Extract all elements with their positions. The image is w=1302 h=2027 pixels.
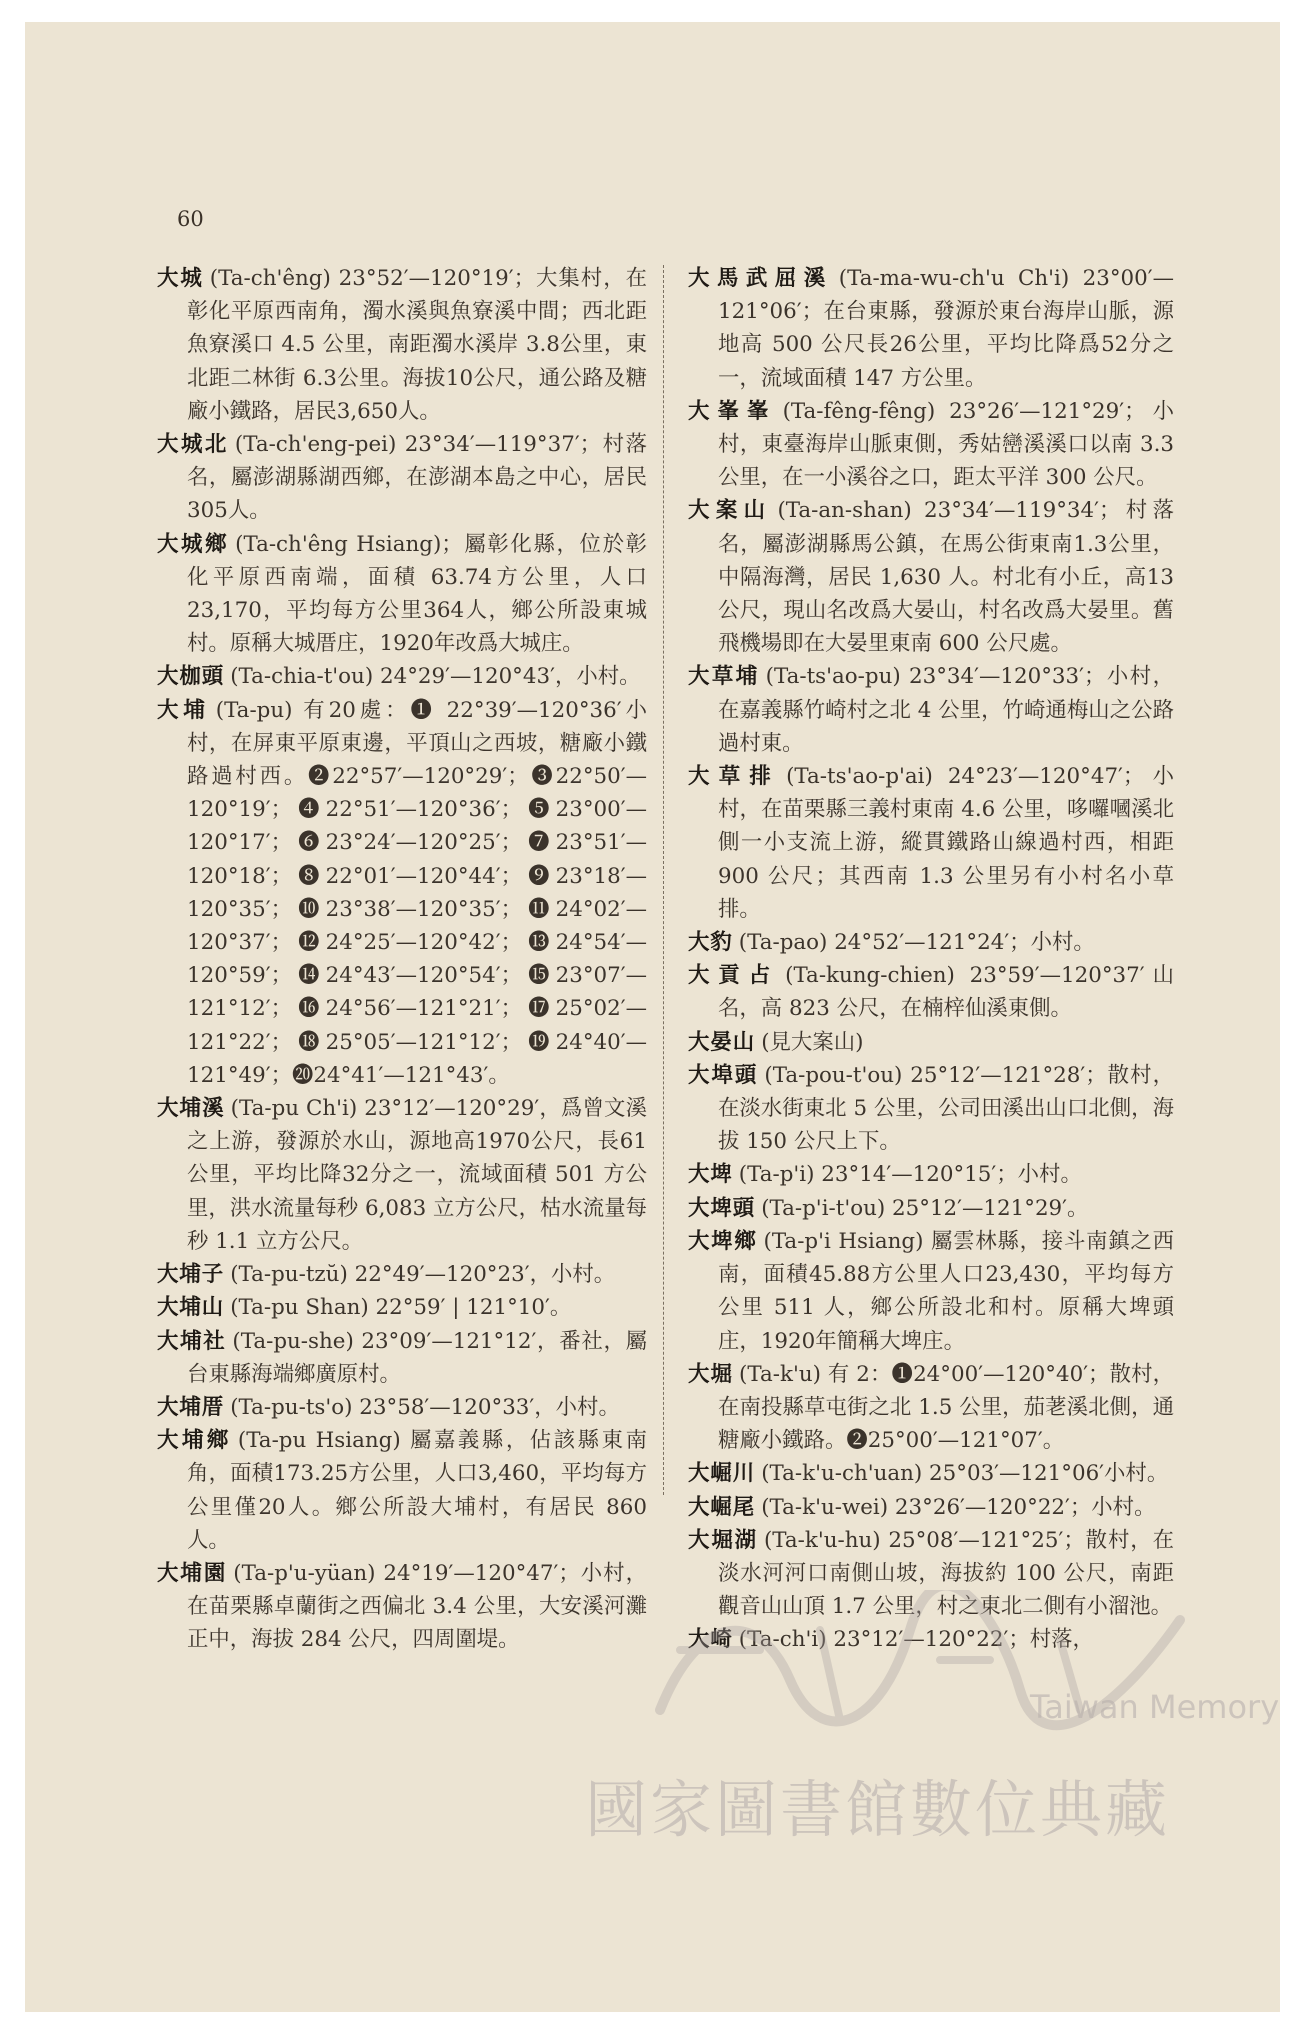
entry-headword: 大埤 [688, 1162, 733, 1188]
entry-text: (Ta-pao) 24°52′—121°24′；小村。 [738, 930, 1095, 956]
entry-headword: 大豹 [688, 930, 733, 956]
entry-text: (Ta-k'u-hu) 25°08′—121°25′；散村，在淡水河河口南側山坡，海拔約 100 公尺，南距觀音山山頂 1.7 公里，村之東北二側有小溜池。 [718, 1527, 1174, 1620]
entry-text: (Ta-ma-wu-ch'u Ch'i) 23°00′—121°06′；在台東縣，發源於東台海岸山脈，源地高 500 公尺長26公里，平均比降爲52分之一，流域面積 147 方公里。 [718, 266, 1174, 391]
gazetteer-entry [157, 694, 647, 1092]
gazetteer-entry [157, 1092, 647, 1258]
entry-headword: 大埤頭 [688, 1195, 756, 1221]
gazetteer-entry [688, 1358, 1174, 1458]
entry-text: (Ta-ch'êng) 23°52′—120°19′；大集村，在彰化平原西南角，濁水溪與魚寮溪中間；西北距魚寮溪口 4.5 公里，南距濁水溪岸 3.8公里，東北距二林街 6.3公里。海拔10公尺，通公路及糖廠小鐵路，居民3,650人。 [187, 266, 647, 424]
gazetteer-entry [157, 660, 647, 693]
entry-text: (Ta-an-shan) 23°34′—119°34′；村落名，屬澎湖縣馬公鎮，在馬公街東南1.3公里，中隔海灣，居民 1,630 人。村北有小丘，高13公尺，現山名改爲大晏山，村名改爲大晏里。舊飛機場即在大晏里東南 600 公尺處。 [718, 498, 1174, 657]
entry-text: (Ta-kung-chien) 23°59′—120°37′山名，高 823 公尺，在楠梓仙溪東側。 [718, 963, 1174, 1022]
gazetteer-entry [157, 1557, 647, 1657]
entry-text: (Ta-k'u) 有 2：❶24°00′—120°40′；散村，在南投縣草屯街之北 1.5 公里，茄荖溪北側，通糖廠小鐵路。❷25°00′—121°07′。 [718, 1361, 1174, 1454]
entry-text: (Ta-fêng-fêng) 23°26′—121°29′；小村，東臺海岸山脈東側，秀姑巒溪溪口以南 3.3 公里，在一小溪谷之口，距太平洋 300 公尺。 [718, 398, 1174, 491]
gazetteer-entry [688, 926, 1174, 959]
column-divider [663, 265, 665, 1495]
gazetteer-entry [688, 262, 1174, 395]
entry-headword: 大晏山 [688, 1029, 756, 1055]
left-column [157, 262, 647, 1657]
entry-text: (Ta-p'i) 23°14′—120°15′；小村。 [738, 1162, 1082, 1188]
gazetteer-entry [688, 1225, 1174, 1358]
gazetteer-entry [688, 1059, 1174, 1159]
entry-headword: 大崛川 [688, 1461, 756, 1487]
entry-text: (Ta-ch'i) 23°12′—120°22′；村落， [738, 1627, 1094, 1653]
entry-headword: 大草排 [688, 764, 781, 790]
entry-headword: 大埔鄉 [157, 1428, 232, 1454]
gazetteer-entry [157, 1291, 647, 1324]
entry-headword: 大貢占 [688, 963, 780, 989]
gazetteer-entry [688, 1158, 1174, 1191]
entry-headword: 大埔社 [157, 1328, 227, 1354]
entry-text: (Ta-ts'ao-p'ai) 24°23′—120°47′；小村，在苗栗縣三義村東南 4.6 公里，哆囉嘓溪北側一小支流上游，縱貫鐵路山線過村西，相距 900 公尺；其西南 1.3 公里另有小村名小草排。 [718, 764, 1174, 922]
entry-headword: 大埤鄉 [688, 1228, 758, 1254]
entry-text: (Ta-chia-t'ou) 24°29′—120°43′，小村。 [230, 664, 641, 690]
entry-text: (Ta-pu-ts'o) 23°58′—120°33′，小村。 [230, 1394, 620, 1420]
gazetteer-entry [157, 428, 647, 528]
entry-headword: 大城鄉 [157, 531, 230, 557]
entry-headword: 大埔山 [157, 1295, 225, 1321]
gazetteer-entry [688, 760, 1174, 926]
entry-headword: 大埔溪 [157, 1096, 225, 1122]
entry-headword: 大埔園 [157, 1560, 228, 1586]
entry-headword: 大城北 [157, 432, 229, 458]
entry-text: (Ta-p'i-t'ou) 25°12′—121°29′。 [761, 1195, 1089, 1221]
entry-headword: 大堀 [688, 1361, 734, 1387]
entry-headword: 大枷頭 [157, 664, 225, 690]
entry-headword: 大案山 [688, 498, 772, 524]
gazetteer-entry [688, 1491, 1174, 1524]
watermark-chinese: 國家圖書館數位典藏 [585, 1773, 1171, 1846]
entry-headword: 大埔子 [157, 1262, 225, 1288]
entry-text: (Ta-pu) 有20處：❶ 22°39′—120°36′小村，在屏東平原東邊，平頂山之西坡，糖廠小鐵路過村西。❷22°57′—120°29′；❸22°50′—120°19′；❹22°51′—120°36′；❺23°00′—120°17′；❻23°24′—120°25′；❼23°51′—120°18′；❽22°01′—120°44′；❾23°18′—120°35′；❿23°38′—120°35′；⓫24°02′—120°37′；⓬24°25′—120°42′；⓭24°54′—120°59′；⓮24°43′—120°54′；⓯23°07′—121°12′；⓰24°56′—121°21′；⓱25°02′—121°22′；⓲25°05′—121°12′；⓳24°40′—121°49′；⓴24°41′—121°43′。 [187, 697, 647, 1088]
watermark-english: Taiwan Memory [1030, 1688, 1280, 1726]
entry-text: (Ta-pu Hsiang) 屬嘉義縣，佔該縣東南角，面積173.25方公里，人口3,460，平均每方公里僅20人。鄉公所設大埔村，有居民 860 人。 [187, 1428, 647, 1553]
gazetteer-entry [688, 1192, 1174, 1225]
entry-headword: 大堀湖 [688, 1527, 758, 1553]
gazetteer-entry [688, 395, 1174, 495]
gazetteer-entry [688, 494, 1174, 660]
gazetteer-entry [157, 1424, 647, 1557]
gazetteer-entry [688, 660, 1174, 760]
entry-text: (Ta-ts'ao-pu) 23°34′—120°33′；小村，在嘉義縣竹崎村之北 4 公里，竹崎通梅山之公路過村東。 [718, 664, 1174, 756]
entry-text: (Ta-ch'êng Hsiang)；屬彰化縣，位於彰化平原西南端，面積 63.74方公里，人口 23,170，平均每方公里364人，鄉公所設東城村。原稱大城厝庄，1920年改爲大城庄。 [187, 531, 647, 657]
entry-headword: 大埔厝 [157, 1394, 225, 1420]
entry-text: (Ta-pu Shan) 22°59′ | 121°10′。 [230, 1295, 572, 1321]
right-column [688, 262, 1174, 1657]
entry-headword: 大城 [157, 266, 204, 291]
gazetteer-entry [157, 1258, 647, 1291]
entry-text: (Ta-p'i Hsiang) 屬雲林縣，接斗南鎮之西南，面積45.88方公里人口23,430，平均每方公里 511 人，鄉公所設北和村。原稱大埤頭庄，1920年簡稱大埤庄。 [718, 1228, 1174, 1354]
entry-text: (Ta-pu-tzŭ) 22°49′—120°23′，小村。 [230, 1262, 616, 1288]
entry-text: (見大案山) [761, 1029, 864, 1055]
entry-text: (Ta-p'u-yüan) 24°19′—120°47′；小村，在苗栗縣卓蘭街之西偏北 3.4 公里，大安溪河灘正中，海拔 284 公尺，四周圍堤。 [187, 1560, 647, 1653]
entry-text: (Ta-pu Ch'i) 23°12′—120°29′，爲曾文溪之上游，發源於水山，源地高1970公尺，長61公里，平均比降32分之一，流域面積 501 方公里，洪水流量每秒 6,083 立方公尺，枯水流量每秒 1.1 立方公尺。 [187, 1096, 647, 1254]
entry-text: (Ta-k'u-wei) 23°26′—120°22′；小村。 [761, 1494, 1156, 1520]
gazetteer-entry [688, 1457, 1174, 1490]
gazetteer-entry [157, 528, 647, 661]
gazetteer-entry [157, 262, 647, 428]
entry-text: (Ta-pu-she) 23°09′—121°12′，番社，屬台東縣海端鄉廣原村。 [187, 1328, 647, 1387]
gazetteer-entry [688, 959, 1174, 1025]
entry-text: (Ta-ch'eng-pei) 23°34′—119°37′；村落名，屬澎湖縣湖西鄉，在澎湖本島之中心，居民305人。 [187, 432, 647, 524]
gazetteer-entry [157, 1325, 647, 1391]
entry-headword: 大埠頭 [688, 1062, 759, 1088]
entry-headword: 大草埔 [688, 664, 760, 690]
entry-headword: 大馬武屈溪 [688, 266, 833, 291]
entry-headword: 大埔 [157, 697, 210, 723]
entry-text: (Ta-k'u-ch'uan) 25°03′—121°06′小村。 [761, 1461, 1169, 1487]
gazetteer-entry [157, 1391, 647, 1424]
page-number: 60 [177, 207, 204, 231]
entry-headword: 大崛尾 [688, 1494, 756, 1520]
entry-text: (Ta-pou-t'ou) 25°12′—121°28′；散村，在淡水街東北 5 公里，公司田溪出山口北側，海拔 150 公尺上下。 [718, 1062, 1174, 1155]
entry-headword: 大崎 [688, 1627, 733, 1653]
gazetteer-entry [688, 1026, 1174, 1059]
entry-headword: 大峯峯 [688, 398, 777, 424]
